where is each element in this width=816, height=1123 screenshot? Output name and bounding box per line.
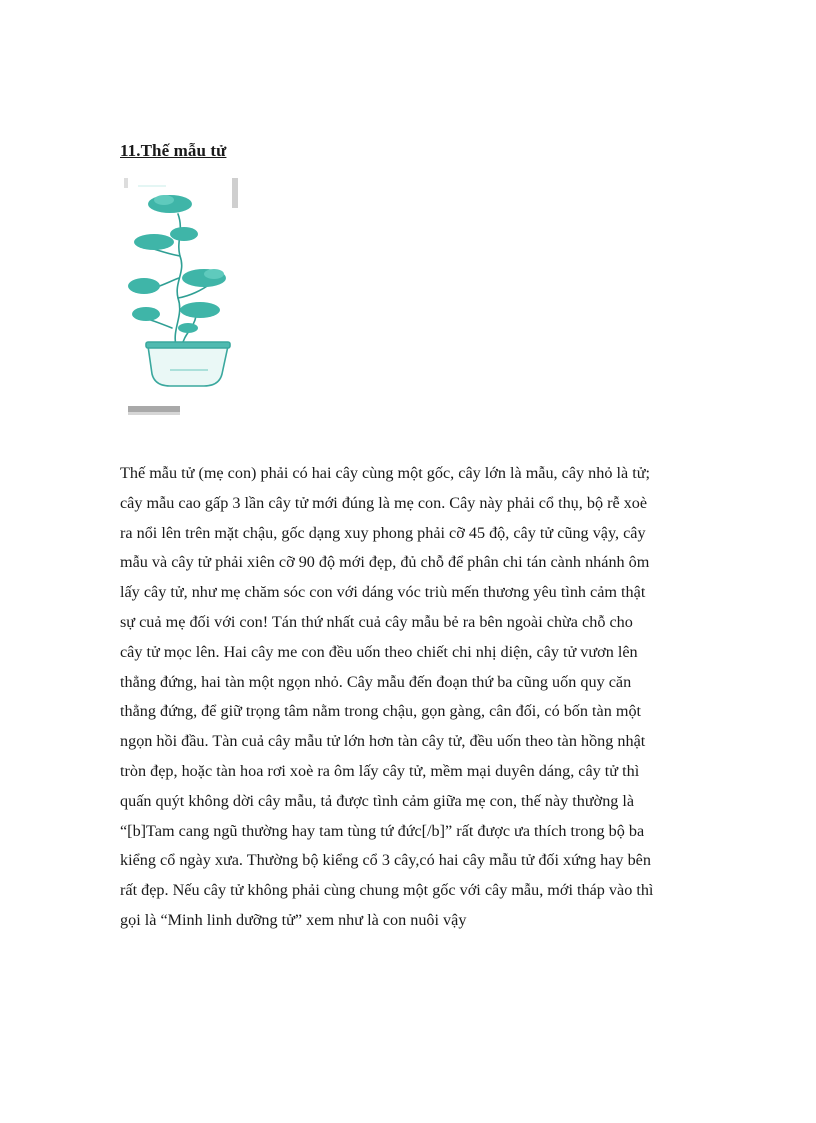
text-line: tròn đẹp, hoặc tàn hoa rơi xoè ra ôm lấy cây tử, mềm mại duyên dáng, cây tử thì (120, 761, 640, 780)
text-line: ngọn hồi đầu. Tàn cuả cây mẫu tử lớn hơn tàn cây tử, đều uốn theo tàn hồng nhật (120, 732, 646, 751)
text-line: quấn quýt không dời cây mẫu, tả được tình cảm giữa mẹ con, thế này thường là (120, 791, 635, 810)
text-line: mẫu và cây tử phải xiên cỡ 90 độ mới đẹp, đủ chỗ để phân chi tán cành nhánh ôm (120, 553, 650, 572)
text-line: “[b]Tam cang ngũ thường hay tam tùng tứ đức[/b]” rất được ưa thích trong bộ ba (120, 821, 645, 840)
text-line: thẳng đứng, hai tàn một ngọn nhỏ. Cây mẫu đến đoạn thứ ba cũng uốn quy căn (120, 672, 632, 691)
section-heading: 11.Thế mẫu tử (120, 141, 227, 160)
text-line: kiểng cổ ngày xưa. Thường bộ kiểng cổ 3 cây,có hai cây mẫu tử đối xứng hay bên (120, 851, 651, 870)
text-line: sự cuả mẹ đối với con! Tán thứ nhất cuả cây mẫu bẻ ra bên ngoài chừa chỗ cho (120, 612, 633, 631)
bonsai-figure (124, 178, 246, 416)
text-line: lấy cây tử, như mẹ chăm sóc con với dáng vóc triù mến thương yêu tình cảm thật (120, 583, 646, 602)
text-line: Thế mẫu tử (mẹ con) phải có hai cây cùng một gốc, cây lớn là mẫu, cây nhỏ là tử; (120, 464, 650, 482)
text-line: cây tử mọc lên. Hai cây me con đều uốn theo chiết chi nhị diện, cây tử vươn lên (120, 642, 638, 661)
text-line: ra nổi lên trên mặt chậu, gốc dạng xuy phong phải cỡ 45 độ, cây tử cũng vậy, cây (120, 523, 646, 542)
text-line: rất đẹp. Nếu cây tử không phải cùng chung một gốc với cây mẫu, mới tháp vào thì (120, 881, 654, 900)
text-line: thẳng đứng, để giữ trọng tâm nằm trong chậu, gọn gàng, cân đối, có bốn tàn một (120, 702, 642, 721)
body-paragraph (120, 459, 702, 936)
bonsai-tree-icon (124, 178, 246, 416)
text-line: gọi là “Minh linh dưỡng tử” xem như là con nuôi vậy (120, 910, 467, 929)
text-line: cây mẫu cao gấp 3 lần cây tử mới đúng là mẹ con. Cây này phải cổ thụ, bộ rễ xoè (120, 493, 648, 512)
